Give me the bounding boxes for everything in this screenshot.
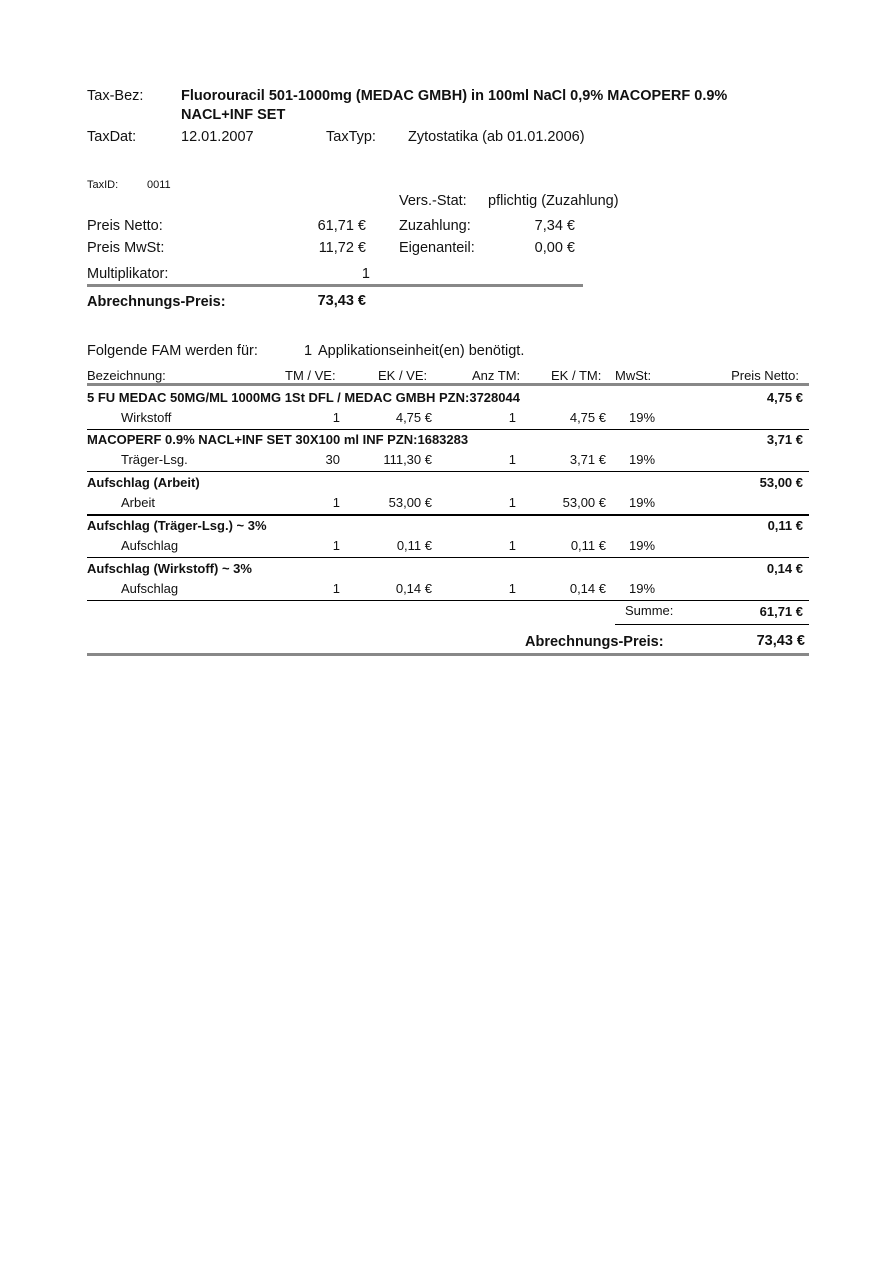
final-divider [87, 653, 809, 656]
row-name: Träger-Lsg. [121, 452, 188, 467]
group-total: 3,71 € [766, 432, 803, 447]
abrechnung-label: Abrechnungs-Preis: [87, 294, 226, 310]
col-header-bezeichnung: Bezeichnung: [87, 368, 166, 383]
group-title: Aufschlag (Wirkstoff) ~ 3% [87, 561, 252, 576]
row-mwst: 19% [629, 581, 656, 596]
taxdat-label: TaxDat: [87, 129, 137, 145]
eigenanteil-label: Eigenanteil: [399, 240, 475, 256]
versstat-value: pflichtig (Zuzahlung) [488, 193, 619, 209]
row-name: Aufschlag [121, 581, 179, 596]
group-title: MACOPERF 0.9% NACL+INF SET 30X100 ml INF PZN:1683283 [87, 432, 469, 447]
group-title: Aufschlag (Arbeit) [87, 475, 200, 490]
fam-intro-text: Applikationseinheit(en) benötigt. [318, 343, 525, 359]
row-mwst: 19% [629, 495, 656, 510]
final-abrechnung-label: Abrechnungs-Preis: [525, 634, 664, 650]
row-anz-tm: 1 [508, 452, 516, 467]
pricing-divider [87, 284, 583, 287]
abrechnung-value: 73,43 € [317, 293, 366, 309]
col-header-tm-ve: TM / VE: [285, 368, 336, 383]
multiplikator-label: Multiplikator: [87, 266, 169, 282]
preis-mwst-value: 11,72 € [318, 240, 366, 256]
group-divider [87, 557, 809, 558]
group-divider [87, 471, 809, 472]
row-anz-tm: 1 [508, 495, 516, 510]
row-ek-tm: 4,75 € [569, 410, 606, 425]
row-name: Arbeit [121, 495, 155, 510]
row-ek-ve: 0,14 € [395, 581, 432, 596]
table-header-divider [87, 383, 809, 386]
summe-divider [615, 624, 809, 625]
taxbez-line1: Fluorouracil 501-1000mg (MEDAC GMBH) in 100ml NaCl 0,9% MACOPERF 0.9% [181, 88, 728, 104]
taxtyp-label: TaxTyp: [326, 129, 376, 145]
group-title: 5 FU MEDAC 50MG/ML 1000MG 1St DFL / MEDAC GMBH PZN:3728044 [87, 390, 520, 405]
row-anz-tm: 1 [508, 538, 516, 553]
row-ek-tm: 53,00 € [562, 495, 606, 510]
taxid-value: 0011 [147, 179, 171, 191]
row-anz-tm: 1 [508, 581, 516, 596]
group-total: 53,00 € [759, 475, 803, 490]
row-name: Aufschlag [121, 538, 179, 553]
row-mwst: 19% [629, 410, 656, 425]
taxid-label: TaxID: [87, 179, 119, 191]
group-total: 0,11 € [767, 518, 803, 533]
zuzahlung-value: 7,34 € [534, 218, 575, 234]
group-total: 0,14 € [766, 561, 803, 576]
zuzahlung-label: Zuzahlung: [399, 218, 471, 234]
group-total: 4,75 € [766, 390, 803, 405]
group-title: Aufschlag (Träger-Lsg.) ~ 3% [87, 518, 267, 533]
summe-label: Summe: [625, 603, 674, 618]
taxtyp-value: Zytostatika (ab 01.01.2006) [408, 129, 585, 145]
col-header-anz-tm: Anz TM: [472, 368, 521, 383]
fam-intro-count: 1 [304, 343, 313, 359]
row-tm-ve: 1 [332, 410, 340, 425]
col-header-mwst: MwSt: [615, 368, 652, 383]
group-divider [87, 600, 809, 601]
row-ek-ve: 111,30 € [383, 452, 432, 467]
row-tm-ve: 1 [332, 581, 340, 596]
col-header-preis-netto: Preis Netto: [731, 368, 799, 383]
col-header-ek-ve: EK / VE: [378, 368, 428, 383]
row-mwst: 19% [629, 538, 656, 553]
col-header-ek-tm: EK / TM: [551, 368, 602, 383]
row-mwst: 19% [629, 452, 656, 467]
final-abrechnung-value: 73,43 € [756, 633, 805, 649]
row-ek-ve: 53,00 € [388, 495, 432, 510]
group-divider [87, 514, 809, 516]
preis-netto-label: Preis Netto: [87, 218, 163, 234]
group-divider [87, 429, 809, 430]
preis-mwst-label: Preis MwSt: [87, 240, 165, 256]
row-name: Wirkstoff [121, 410, 172, 425]
eigenanteil-value: 0,00 € [534, 240, 575, 256]
summe-value: 61,71 € [759, 604, 803, 619]
row-ek-tm: 0,14 € [569, 581, 606, 596]
versstat-label: Vers.-Stat: [399, 193, 467, 209]
row-anz-tm: 1 [508, 410, 516, 425]
row-ek-ve: 4,75 € [395, 410, 432, 425]
row-ek-tm: 0,11 € [570, 538, 606, 553]
fam-intro-label: Folgende FAM werden für: [87, 343, 258, 359]
taxdat-value: 12.01.2007 [181, 129, 254, 145]
taxbez-label: Tax-Bez: [87, 88, 144, 104]
row-tm-ve: 1 [332, 538, 340, 553]
taxbez-line2: NACL+INF SET [181, 107, 286, 123]
row-tm-ve: 1 [332, 495, 340, 510]
row-tm-ve: 30 [325, 452, 340, 467]
row-ek-ve: 0,11 € [396, 538, 432, 553]
row-ek-tm: 3,71 € [569, 452, 606, 467]
multiplikator-value: 1 [361, 266, 370, 282]
preis-netto-value: 61,71 € [317, 218, 366, 234]
